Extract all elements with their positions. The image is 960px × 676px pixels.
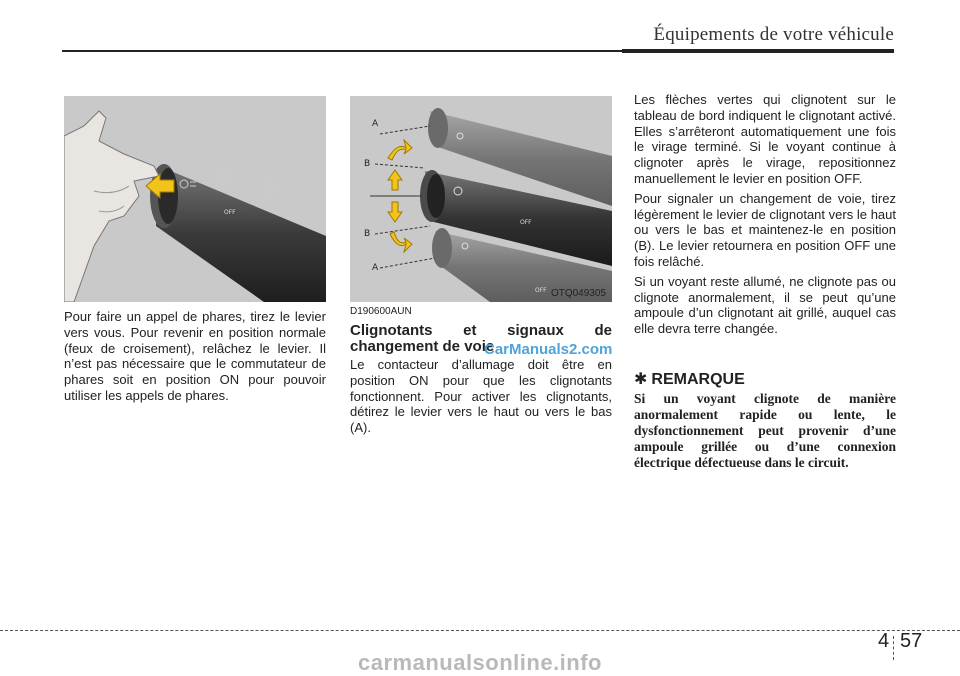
paragraph-lane-change: Pour signaler un changement de voie, tirez légèrement le levier de clignotant vers le haut ou vers le bas et maintenez-le en position (B). Le levier retournera en position OFF une fois relâché.	[634, 190, 896, 269]
page-header-title: Équipements de votre véhicule	[653, 24, 894, 45]
page-number: 57	[900, 630, 923, 652]
note-heading-label: REMARQUE	[651, 371, 745, 388]
illustration-hand-lever	[64, 96, 326, 302]
watermark-carmanualsonline: carmanualsonline.info	[358, 650, 602, 675]
label-a-bottom: A	[372, 263, 379, 273]
note-text: Si un voyant clignote de manière anormalement rapide ou lente, le dysfonctionnement peut provenir d’une ampoule grillée ou d’une connexion électrique défectueuse dans le circuit.	[634, 391, 896, 470]
figure-code: OTQ049305	[550, 288, 606, 299]
watermark-carmanuals2: CarManuals2.com	[484, 341, 613, 358]
svg-text:OFF: OFF	[535, 287, 547, 294]
svg-text:OFF: OFF	[224, 209, 236, 216]
paragraph-turn-signals: Le contacteur d’allumage doit être en position ON pour que les clignotants fonctionnent. Pour activer les clignotants, détirez le levier vers le haut ou vers le bas (A).	[350, 357, 612, 436]
figure-turn-signal-positions	[350, 96, 612, 302]
paragraph-bulb-failure: Si un voyant reste allumé, ne clignote pas ou clignote anormalement, il se peut qu’une ampoule d’un clignotant ait grillé, auquel cas elle devra terre changée.	[634, 273, 896, 337]
label-a-top: A	[372, 119, 379, 129]
footer-rule	[0, 630, 960, 631]
chapter-number: 4	[878, 630, 890, 652]
paragraph-flash-to-pass: Pour faire un appel de phares, tirez le levier vers vous. Pour revenir en position normale (feux de croisement), relâchez le levier. Il n’est pas nécessaire que le commutateur de phares soit en position ON pour pouvoir utiliser les appels de phares.	[64, 309, 326, 403]
header-rule-accent	[622, 49, 894, 53]
figure-flash-to-pass	[64, 96, 326, 302]
label-b-bottom: B	[364, 229, 371, 239]
illustration-lever-positions	[350, 96, 612, 302]
section-heading: Clignotants et signaux de changement de voie	[350, 322, 612, 355]
paragraph-green-arrows: Les flèches vertes qui clignotent sur le tableau de bord indiquent le clignotant activé. Elles s’arrêteront automatiquement une fois le virage terminé. Si le voyant continue à clignoter après le virage, repositionnez manuellement le levier en position OFF.	[634, 92, 896, 186]
label-b-top: B	[364, 159, 371, 169]
note-heading	[634, 369, 745, 389]
section-code: D190600AUN	[350, 306, 412, 317]
column-three	[634, 92, 896, 341]
star-icon: ✱	[634, 371, 648, 388]
svg-text:OFF: OFF	[520, 219, 532, 226]
figure-code: OTQ049304	[264, 288, 320, 299]
